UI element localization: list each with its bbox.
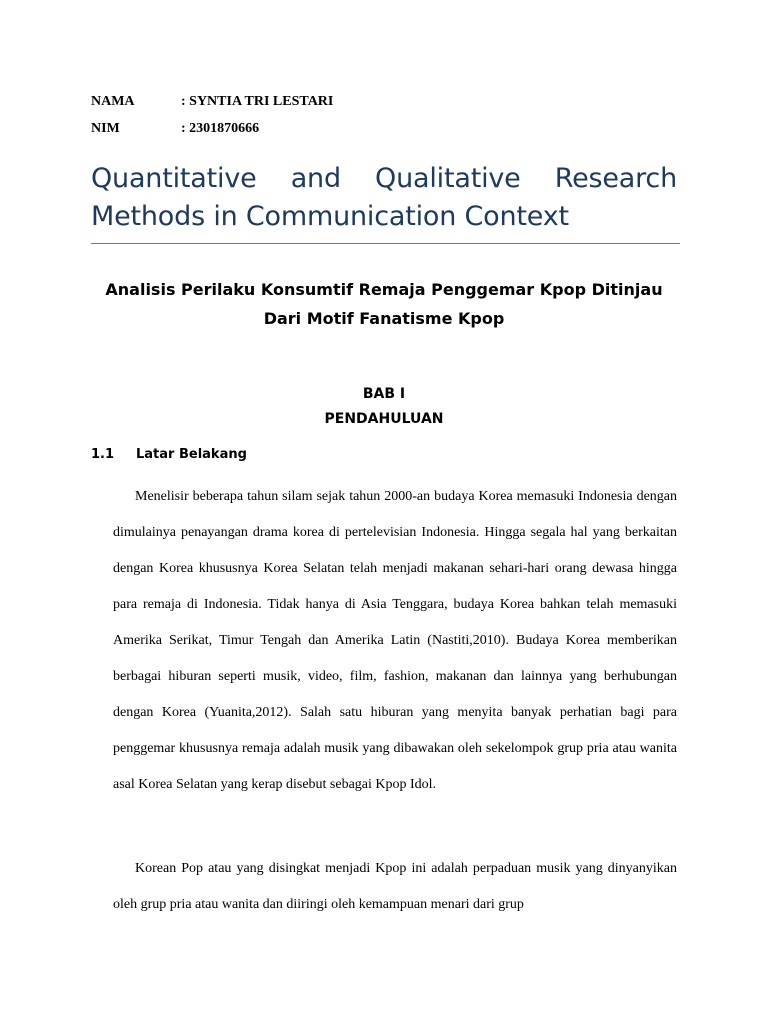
section-title: Latar Belakang [136,447,247,462]
nim-label: NIM [91,121,120,136]
nim-value: : 2301870666 [181,121,260,136]
name-value: : SYNTIA TRI LESTARI [181,94,334,109]
body-paragraph: Menelisir beberapa tahun silam sejak tahun 2000-an budaya Korea memasuki Indonesia dengan dimulainya penayangan drama korea di pertelevisian Indonesia. Hingga segala hal yang berkaitan dengan Korea khususnya Korea Selatan telah menjadi makanan sehari-hari orang dewasa hingga para remaja di Indonesia. Tidak hanya di Asia Tenggara, budaya Korea bahkan telah memasuki Amerika Serikat, Timur Tengah dan Amerika Latin (Nastiti,2010). Budaya Korea memberikan berbagai hiburan seperti musik, video, film, fashion, makanan dan lainnya yang berhubungan dengan Korea (Yuanita,2012). Salah satu hiburan yang menyita banyak perhatian bagi para penggemar khususnya remaja adalah musik yang dibawakan oleh sekelompok grup pria atau wanita asal Korea Selatan yang kerap disebut sebagai Kpop Idol. [113,489,677,792]
body-paragraph: Korean Pop atau yang disingkat menjadi Kpop ini adalah perpaduan musik yang dinyanyikan oleh grup pria atau wanita dan diiringi oleh kemampuan menari dari grup [113,861,677,912]
document-title: Quantitative and Qualitative Research Methods in Communication Context [91,163,677,232]
chapter-number: BAB I [362,386,406,402]
chapter-title: PENDAHULUAN [324,411,444,427]
name-label: NAMA [91,94,135,109]
section-number: 1.1 [91,447,115,462]
title-divider [91,243,680,244]
document-subtitle: Analisis Perilaku Konsumtif Remaja Penggemar Kpop Ditinjau Dari Motif Fanatisme Kpop [105,280,663,328]
